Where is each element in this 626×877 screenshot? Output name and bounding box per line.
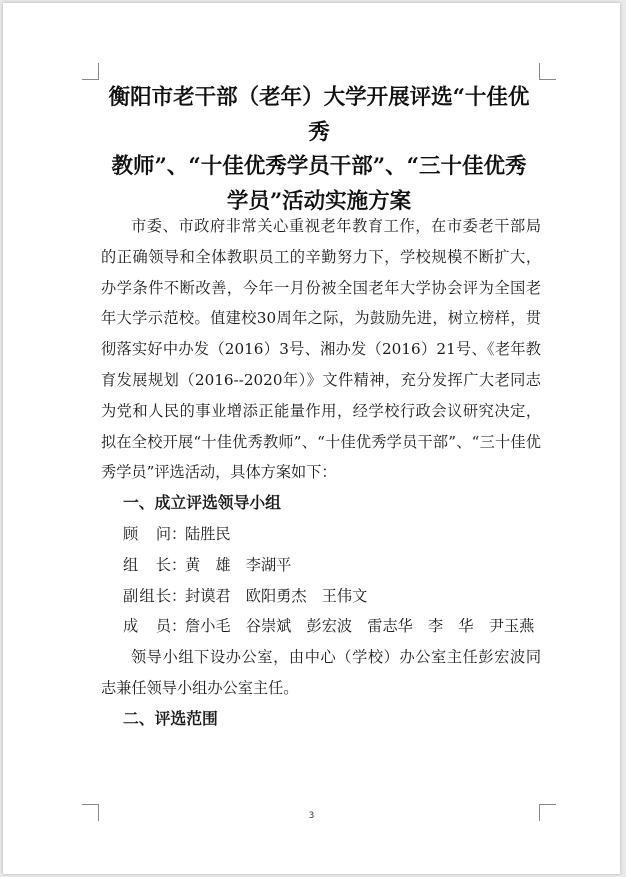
member-row-leader (101, 550, 541, 581)
member-colon: ： (171, 586, 187, 605)
office-paragraph: 领导小组下设办公室，由中心（学校）办公室主任彭宏波同志兼任领导小组办公室主任。 (101, 648, 541, 697)
crop-mark-top-right (539, 63, 556, 80)
member-row-members (101, 611, 541, 642)
member-colon: ： (171, 524, 187, 543)
document-body (101, 211, 541, 735)
member-row-deputy-leader (101, 581, 541, 612)
crop-mark-top-left (82, 63, 99, 80)
member-role: 顾问 (123, 524, 171, 543)
member-role: 成员 (123, 617, 171, 636)
member-names: 黄 雄 李湖平 (185, 555, 292, 574)
member-names: 陆胜民 (185, 524, 231, 543)
member-names: 封谟君 欧阳勇杰 王伟文 (185, 586, 368, 605)
page-number: 3 (308, 811, 315, 821)
title-line: 衡阳市老干部（老年）大学开展评选“十佳优秀 (108, 85, 530, 145)
section-heading-leadership-group: 一、成立评选领导小组 (123, 493, 281, 513)
document-title (99, 81, 539, 219)
member-colon: ： (171, 555, 187, 574)
member-role: 组长 (123, 555, 171, 574)
section-heading-scope: 二、评选范围 (123, 708, 218, 728)
title-line: 学员”活动实施方案 (226, 188, 412, 214)
title-line: 教师”、“十佳优秀学员干部”、“三十佳优秀 (111, 154, 527, 179)
member-colon: ： (171, 617, 187, 636)
member-role: 副组长 (123, 586, 171, 605)
member-names: 詹小毛 谷崇斌 彭宏波 雷志华 李 华 尹玉燕 (185, 617, 535, 636)
member-row-advisor (101, 519, 541, 550)
intro-paragraph: 市委、市政府非常关心重视老年教育工作，在市委老干部局的正确领导和全体教职员工的辛勤努力下，学校规模不断扩大，办学条件不断改善，今年一月份被全国老年大学协会评为全国老年大学示范校。值建校30周年之际，为鼓励先进，树立榜样，贯彻落实好中办发（2016）3号、湘办发（2016）21号、《老年教育发展规划（2016--2020年）》文件精神，充分发挥广大老同志为党和人民的事业增添正能量作用，经学校行政会议研究决定，拟在全校开展“十佳优秀教师”、“十佳优秀学员干部”、“三十佳优秀学员”评选活动，具体方案如下： (101, 217, 541, 482)
document-page (3, 3, 620, 874)
